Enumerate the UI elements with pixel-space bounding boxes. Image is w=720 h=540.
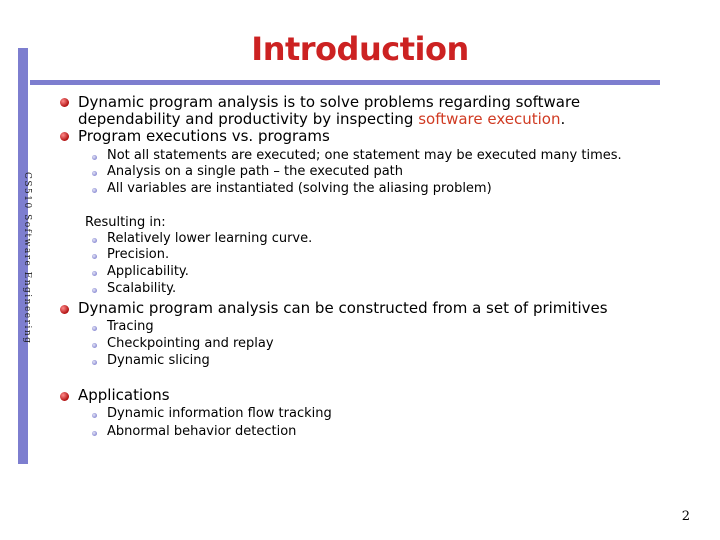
slide-title: Introduction: [251, 30, 469, 68]
sub-bullet-icon: [92, 413, 97, 418]
sub-bullet-icon: [92, 171, 97, 176]
result-sub-item: Applicability.: [107, 264, 189, 279]
applications-sub-item: Dynamic information flow tracking: [107, 406, 332, 421]
sub-bullet-icon: [92, 360, 97, 365]
exec-sub-item: Analysis on a single path – the executed path: [107, 164, 404, 179]
exec-vs-programs: Program executions vs. programs: [78, 127, 330, 145]
result-sub-item: Relatively lower learning curve.: [107, 231, 313, 246]
side-course-label: CS510 Software Engineering: [22, 172, 32, 345]
sub-bullet-icon: [92, 188, 97, 193]
primitives-sub-item: Checkpointing and replay: [107, 336, 274, 351]
dpa-definition: [78, 94, 580, 128]
bullet-icon: [60, 392, 69, 401]
dpa-line-1: Dynamic program analysis is to solve problems regarding software: [78, 93, 581, 111]
resulting-in-label: Resulting in:: [85, 215, 166, 230]
sub-bullet-icon: [92, 326, 97, 331]
sub-bullet-icon: [92, 254, 97, 259]
sub-bullet-icon: [92, 288, 97, 293]
primitives-item: Dynamic program analysis can be constructed from a set of primitives: [78, 299, 608, 317]
dpa-line-2: dependability and productivity by inspecting software execution.: [78, 110, 566, 128]
bullet-icon: [60, 132, 69, 141]
exec-sub-item: Not all statements are executed; one statement may be executed many times.: [107, 148, 622, 163]
highlight-software-execution: software execution: [418, 110, 561, 128]
sub-bullet-icon: [92, 155, 97, 160]
title-underline: [30, 80, 660, 85]
bullet-icon: [60, 98, 69, 107]
primitives-sub-item: Dynamic slicing: [107, 353, 210, 368]
sub-bullet-icon: [92, 238, 97, 243]
primitives-sub-item: Tracing: [107, 319, 154, 334]
sub-bullet-icon: [92, 431, 97, 436]
exec-sub-item: All variables are instantiated (solving the aliasing problem): [107, 181, 492, 196]
result-sub-item: Precision.: [107, 247, 170, 262]
page-number: 2: [681, 509, 690, 524]
applications-item: Applications: [78, 386, 170, 404]
sub-bullet-icon: [92, 343, 97, 348]
bullet-icon: [60, 305, 69, 314]
sub-bullet-icon: [92, 271, 97, 276]
applications-sub-item: Abnormal behavior detection: [107, 424, 297, 439]
result-sub-item: Scalability.: [107, 281, 177, 296]
